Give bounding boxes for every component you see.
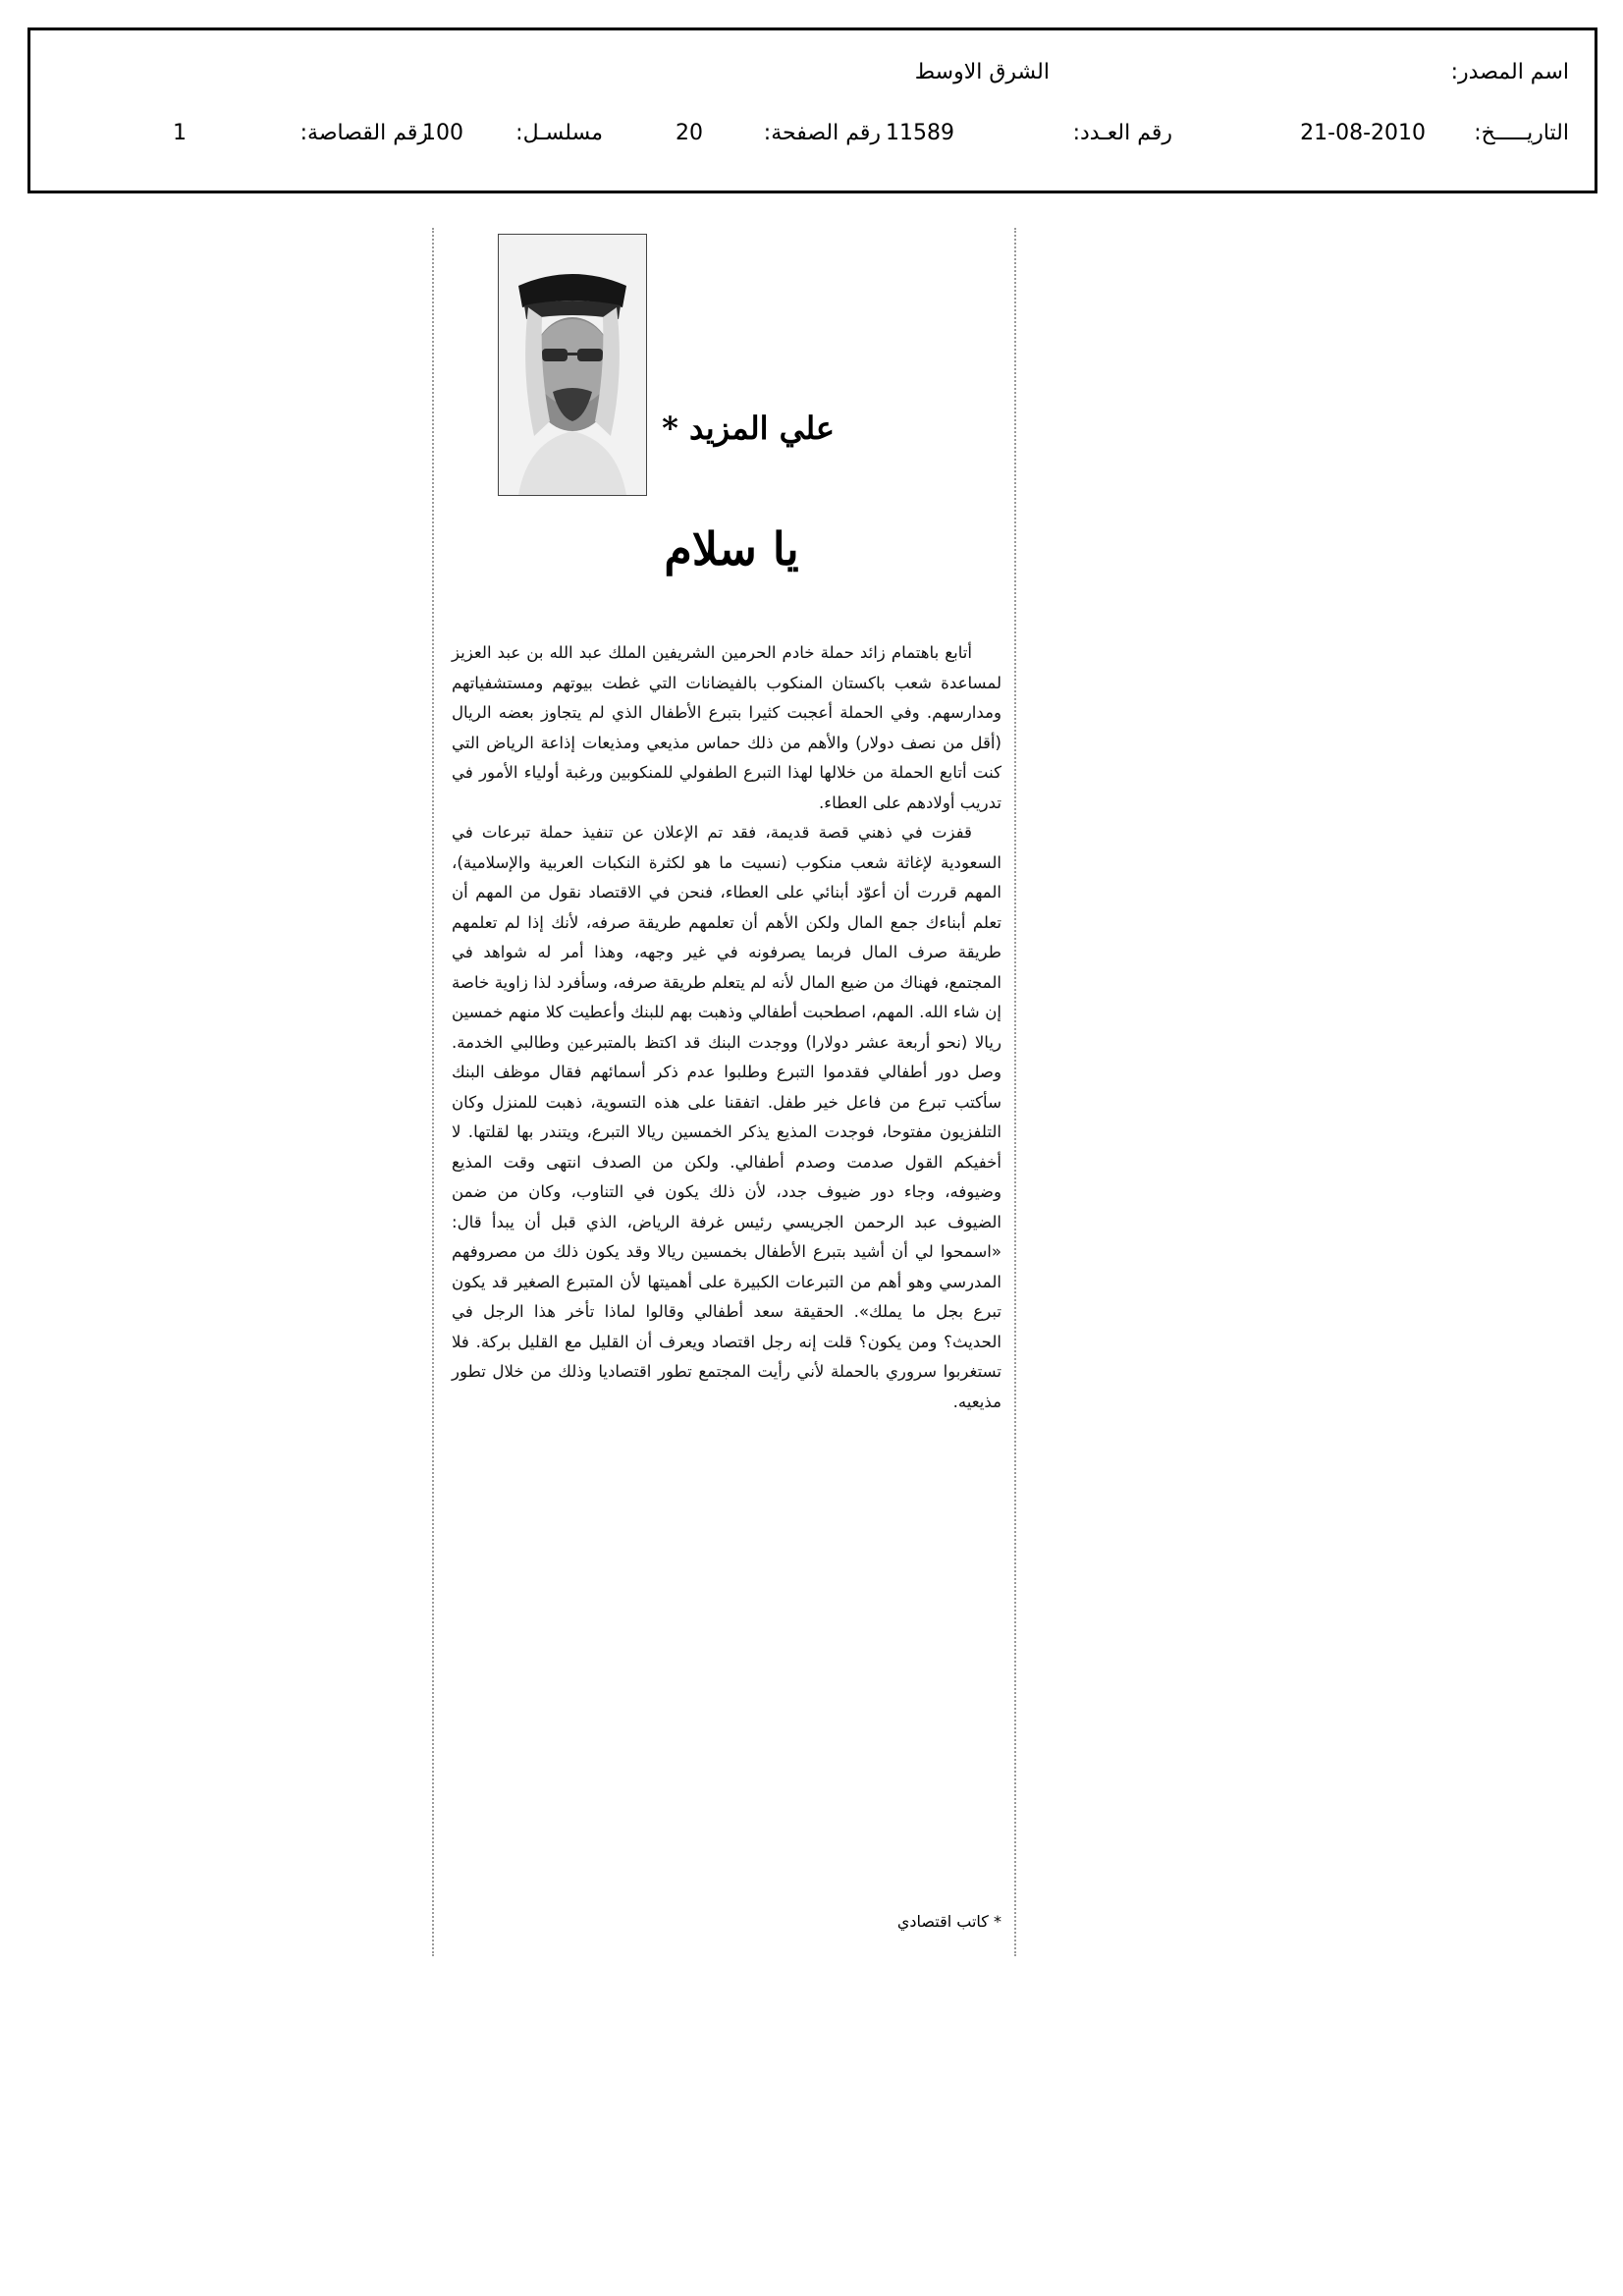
- issue-label: رقم العـدد:: [1072, 121, 1172, 145]
- clip-value: 1: [173, 121, 187, 145]
- serial-value: 100: [422, 121, 463, 145]
- serial-label: مسلسـل:: [515, 121, 603, 145]
- article-paragraph: قفزت في ذهني قصة قديمة، فقد تم الإعلان عن تنفيذ حملة تبرعات في السعودية لإغاثة شعب منكوب (نسيت ما هو لكثرة النكبات العربية والإسلامية)، المهم قررت أن أعوّد أبنائي على العطاء، فنحن في الاقتصاد نقول من المهم أن تعلم أبناءك جمع المال ولكن الأهم أن تعلمهم طريقة صرفه، لأنك إذا لم تعلمهم طريقة صرف المال فربما يصرفونه في غير وجهه، وهذا أمر له شواهد في المجتمع، فهناك من ضيع المال لأنه لم يتعلم طريقة صرفه، وسأفرد لذا زاوية خاصة إن شاء الله. المهم، اصطحبت أطفالي وذهبت بهم للبنك وأعطيت كلا منهم خمسين ريالا (نحو أربعة عشر دولارا) ووجدت البنك قد اكتظ بالمتبرعين وطالبي الخدمة. وصل دور أطفالي فقدموا التبرع وطلبوا عدم ذكر أسمائهم فقال موظف البنك سأكتب تبرع من فاعل خير طفل. اتفقنا على هذه التسوية، ذهبت للمنزل وكان التلفزيون مفتوحا، فوجدت المذيع يذكر الخمسين ريالا التبرع، ويتندر بها لقلتها. لا أخفيكم القول صدمت وصدم أطفالي. ولكن من الصدف انتهى وقت المذيع وضيوفه، وجاء دور ضيوف جدد، لأن ذلك يكون في التناوب، وكان من ضمن الضيوف عبد الرحمن الجريسي رئيس غرفة الرياض، الذي قبل أن يبدأ قال: «اسمحوا لي أن أشيد بتبرع الأطفال بخمسين ريالا وقد يكون ذلك من مصروفهم المدرسي وهو أهم من التبرعات الكبيرة على أهميتها لأن المتبرع الصغير قد يكون تبرع بجل ما يملك». الحقيقة سعد أطفالي وقالوا لماذا تأخر هذا الرجل في الحديث؟ ومن يكون؟ قلت إنه رجل اقتصاد ويعرف أن القليل مع القليل بركة. فلا تستغربوا سروري بالحملة لأني رأيت المجتمع تطور اقتصاديا وذلك من خلال تطور مذيعيه.: [452, 823, 1001, 1411]
- newspaper-clipping: [432, 228, 1019, 1956]
- page-value: 20: [676, 121, 703, 145]
- author-footnote: * كاتب اقتصادي: [896, 1912, 1001, 1931]
- article-body: [452, 638, 1001, 1417]
- clip-label: رقم القصاصة:: [299, 121, 428, 145]
- date-label: التاريـــــخ:: [1474, 121, 1569, 145]
- source-label: اسم المصدر:: [1450, 60, 1569, 84]
- clipping-right-edge: [1014, 228, 1019, 1956]
- date-value: 21-08-2010: [1300, 121, 1426, 145]
- issue-value: 11589: [886, 121, 954, 145]
- clipping-left-edge: [432, 228, 437, 1956]
- article-paragraph: أتابع باهتمام زائد حملة خادم الحرمين الشريفين الملك عبد الله بن عبد العزيز لمساعدة شعب باكستان المنكوب بالفيضانات التي غطت بيوتهم ومستشفياتهم ومدارسهم. وفي الحملة أعجبت كثيرا بتبرع الأطفال الذي لم يتجاوز بعضه الريال (أقل من نصف دولار) والأهم من ذلك حماس مذيعي ومذيعات إذاعة الرياض التي كنت أتابع الحملة من خلالها لهذا التبرع الطفولي للمنكوبين ورغبة أولياء الأمور في تدريب أولادهم على العطاء.: [452, 643, 1001, 812]
- article-headline: يا سلام: [664, 522, 799, 575]
- author-photo: [498, 234, 647, 496]
- source-value: الشرق الاوسط: [914, 60, 1050, 84]
- page-label: رقم الصفحة:: [763, 121, 881, 145]
- author-byline: علي المزيد *: [662, 410, 835, 447]
- archive-header-box: [27, 27, 1597, 193]
- author-portrait-image: [499, 235, 646, 495]
